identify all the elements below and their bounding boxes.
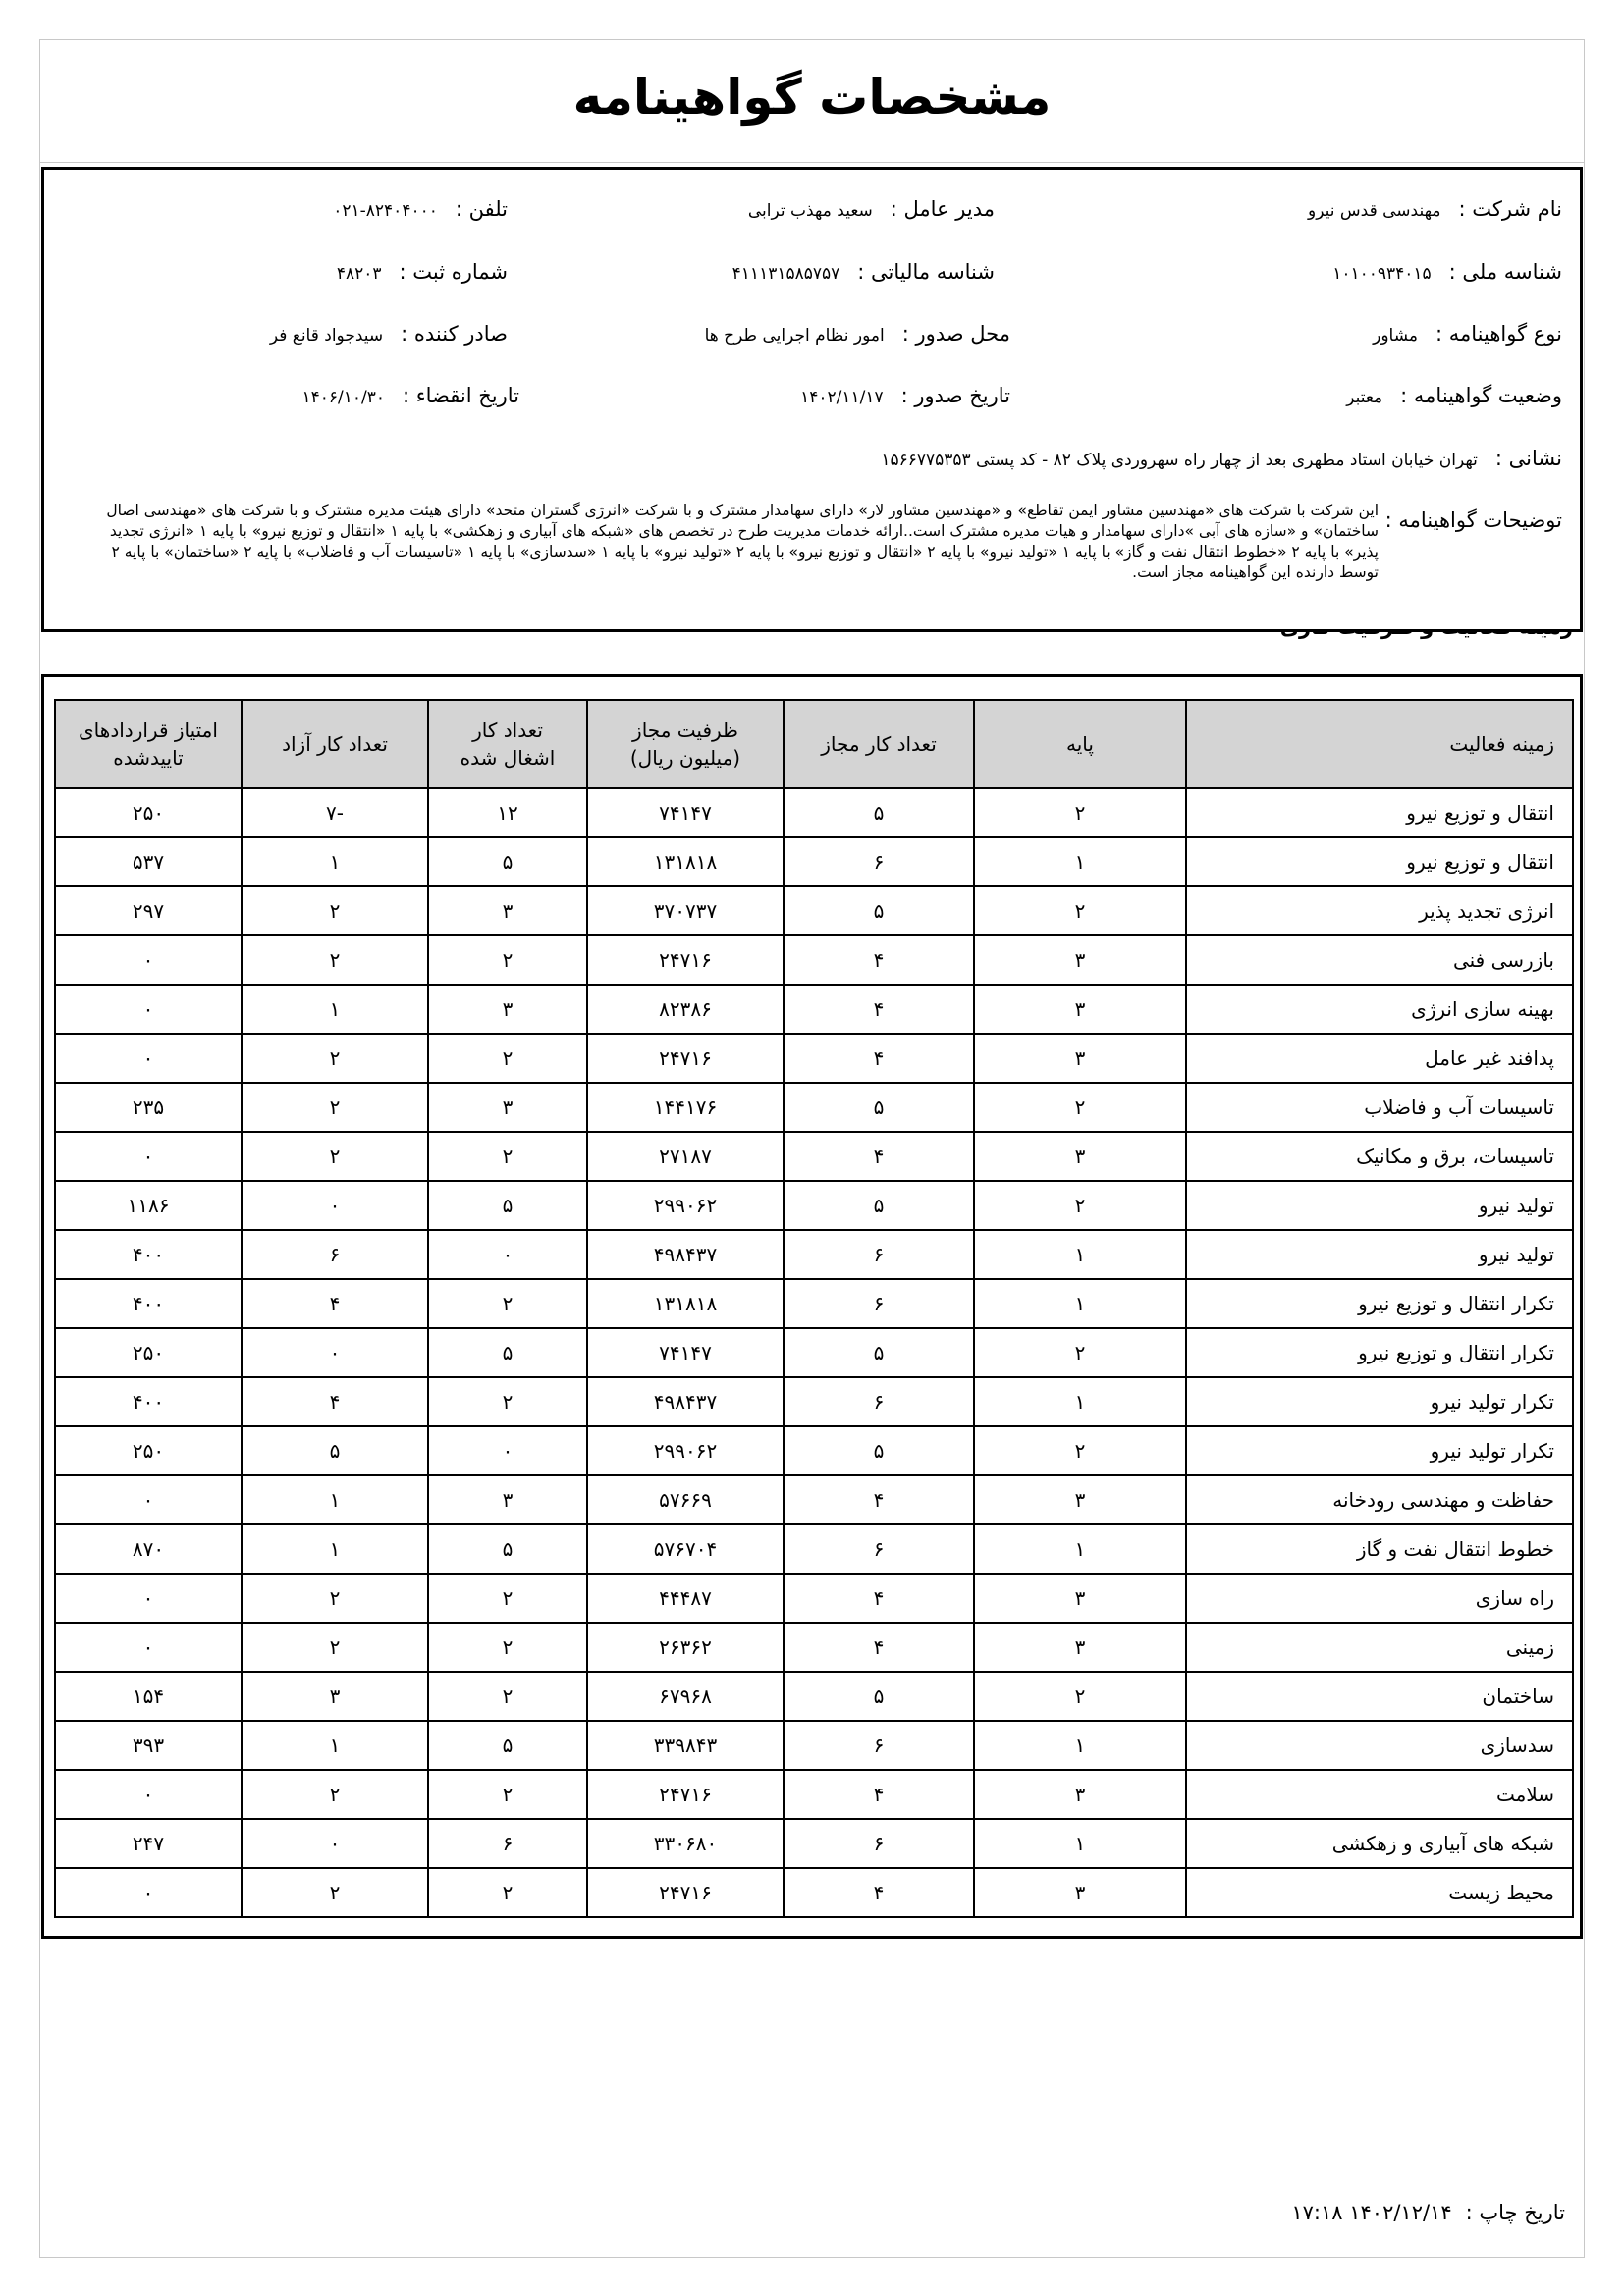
table-row: [55, 1819, 1573, 1868]
table-cell: ۴: [784, 1868, 974, 1917]
table-body: [55, 788, 1573, 1917]
table-cell: ۵: [242, 1426, 428, 1475]
table-row: [55, 1623, 1573, 1672]
table-cell: ۱۱۸۶: [55, 1181, 242, 1230]
table-cell: ۷۴۱۴۷: [587, 1328, 784, 1377]
table-cell: ۲: [242, 1574, 428, 1623]
issue-date-value: ۱۴۰۲/۱۱/۱۷: [800, 388, 884, 407]
table-cell: ۰: [55, 1770, 242, 1819]
table-cell: ۳: [974, 1623, 1186, 1672]
issuer-field: [270, 322, 508, 346]
column-header: تعداد کار اشغال شده: [428, 700, 587, 788]
cert-status-field: [1346, 384, 1562, 407]
table-cell: ۲: [428, 1623, 587, 1672]
table-cell: ۱۲: [428, 788, 587, 837]
company-name-field: [1308, 197, 1562, 221]
table-row: [55, 1377, 1573, 1426]
table-cell: پدافند غیر عامل: [1186, 1034, 1573, 1083]
table-cell: ۴۹۸۴۳۷: [587, 1377, 784, 1426]
table-row: [55, 1181, 1573, 1230]
table-cell: ۰: [55, 1574, 242, 1623]
table-cell: ۴: [784, 1623, 974, 1672]
print-date: [1291, 2201, 1565, 2224]
table-cell: ۴: [242, 1377, 428, 1426]
table-cell: زمینی: [1186, 1623, 1573, 1672]
column-header: پایه: [974, 700, 1186, 788]
table-cell: ۱: [242, 1721, 428, 1770]
issuer-value: سیدجواد قانع فر: [269, 326, 384, 346]
issuer-label: صادر کننده :: [401, 322, 508, 346]
table-cell: ۰: [55, 1132, 242, 1181]
phone-field: [333, 197, 508, 221]
table-row: [55, 1279, 1573, 1328]
table-row: [55, 935, 1573, 985]
reg-no-field: [337, 260, 508, 284]
company-info-box: [41, 167, 1583, 632]
table-cell: ۲: [242, 1623, 428, 1672]
table-row: [55, 1475, 1573, 1524]
phone-value: ۰۲۱-۸۲۴۰۴۰۰۰: [333, 201, 438, 221]
table-cell: ۱: [242, 837, 428, 886]
table-row: [55, 1868, 1573, 1917]
table-cell: ۲: [242, 1132, 428, 1181]
table-cell: تکرار تولید نیرو: [1186, 1426, 1573, 1475]
table-cell: ۵: [784, 1083, 974, 1132]
table-cell: ۰: [55, 1868, 242, 1917]
table-cell: ۲: [428, 1034, 587, 1083]
table-cell: ۳۷۰۷۳۷: [587, 886, 784, 935]
tax-id-value: ۴۱۱۱۳۱۵۸۵۷۵۷: [731, 264, 840, 284]
table-cell: ۳: [974, 1770, 1186, 1819]
table-cell: ۲۹۷: [55, 886, 242, 935]
tax-id-label: شناسه مالیاتی :: [857, 260, 995, 284]
table-cell: راه سازی: [1186, 1574, 1573, 1623]
table-cell: ۲: [974, 1328, 1186, 1377]
table-cell: ۳: [974, 1475, 1186, 1524]
table-cell: ۰: [55, 1623, 242, 1672]
company-name-label: نام شرکت :: [1458, 197, 1562, 221]
table-cell: ۲۷۱۸۷: [587, 1132, 784, 1181]
table-cell: ۲: [242, 1770, 428, 1819]
page-title: مشخصات گواهینامه: [572, 69, 1052, 126]
table-cell: تولید نیرو: [1186, 1181, 1573, 1230]
table-cell: ۵: [784, 1181, 974, 1230]
capacity-table-box: [41, 674, 1583, 1939]
reg-no-value: ۴۸۲۰۳: [336, 264, 382, 284]
table-cell: ۱: [974, 837, 1186, 886]
table-cell: خطوط انتقال نفت و گاز: [1186, 1524, 1573, 1574]
table-header-row: [55, 700, 1573, 788]
table-cell: ۱۵۴: [55, 1672, 242, 1721]
table-cell: ۲: [974, 788, 1186, 837]
table-cell: ۲: [242, 886, 428, 935]
table-cell: ۱: [242, 1524, 428, 1574]
table-cell: ۲: [974, 1083, 1186, 1132]
table-cell: ۰: [55, 935, 242, 985]
cert-status-label: وضعیت گواهینامه :: [1400, 384, 1562, 407]
table-cell: ۲۴۷: [55, 1819, 242, 1868]
table-cell: ۱۴۴۱۷۶: [587, 1083, 784, 1132]
table-cell: ۴: [784, 1475, 974, 1524]
cert-type-field: [1373, 322, 1562, 346]
table-cell: ۰: [242, 1328, 428, 1377]
table-row: [55, 886, 1573, 935]
table-cell: ۸۲۳۸۶: [587, 985, 784, 1034]
table-cell: ۵: [784, 1426, 974, 1475]
table-cell: انرژی تجدید پذیر: [1186, 886, 1573, 935]
table-cell: شبکه های آبیاری و زهکشی: [1186, 1819, 1573, 1868]
table-cell: ۴۹۸۴۳۷: [587, 1230, 784, 1279]
table-cell: ۵: [428, 1721, 587, 1770]
table-cell: ۱: [974, 1279, 1186, 1328]
table-cell: ۲۶۳۶۲: [587, 1623, 784, 1672]
address-label: نشانی :: [1494, 447, 1562, 470]
table-cell: ۲۴۷۱۶: [587, 1770, 784, 1819]
table-cell: ۲: [428, 1770, 587, 1819]
table-row: [55, 1770, 1573, 1819]
table-cell: ۲۹۹۰۶۲: [587, 1426, 784, 1475]
table-cell: ۴: [242, 1279, 428, 1328]
table-row: [55, 788, 1573, 837]
table-row: [55, 1328, 1573, 1377]
table-cell: ۲۵۰: [55, 1426, 242, 1475]
issue-date-field: [800, 384, 1010, 407]
table-cell: ۳۳۰۶۸۰: [587, 1819, 784, 1868]
phone-label: تلفن :: [455, 197, 508, 221]
table-cell: ۵: [428, 1181, 587, 1230]
table-cell: ۲: [974, 1672, 1186, 1721]
table-cell: ۲۳۵: [55, 1083, 242, 1132]
column-header: زمینه فعالیت: [1186, 700, 1573, 788]
table-cell: ۲۴۷۱۶: [587, 1034, 784, 1083]
table-cell: انتقال و توزیع نیرو: [1186, 837, 1573, 886]
table-cell: ۶: [784, 1721, 974, 1770]
table-cell: ۳: [242, 1672, 428, 1721]
table-row: [55, 1574, 1573, 1623]
table-cell: ۶۷۹۶۸: [587, 1672, 784, 1721]
table-cell: تکرار تولید نیرو: [1186, 1377, 1573, 1426]
expire-date-value: ۱۴۰۶/۱۰/۳۰: [301, 388, 385, 407]
table-cell: ۲: [428, 1132, 587, 1181]
column-header: تعداد کار مجاز: [784, 700, 974, 788]
table-cell: ۸۷۰: [55, 1524, 242, 1574]
print-date-value: ۱۴۰۲/۱۲/۱۴ ۱۷:۱۸: [1291, 2201, 1452, 2224]
table-cell: ۳۹۳: [55, 1721, 242, 1770]
table-cell: ۵: [428, 1328, 587, 1377]
table-row: [55, 1426, 1573, 1475]
table-cell: ۲: [242, 1868, 428, 1917]
ceo-label: مدیر عامل :: [890, 197, 995, 221]
table-cell: ۲۴۷۱۶: [587, 1868, 784, 1917]
table-cell: تاسیسات، برق و مکانیک: [1186, 1132, 1573, 1181]
table-cell: ۲: [974, 886, 1186, 935]
issue-date-label: تاریخ صدور :: [900, 384, 1010, 407]
table-cell: ۰: [55, 985, 242, 1034]
table-cell: ۲۵۰: [55, 788, 242, 837]
table-row: [55, 1132, 1573, 1181]
table-row: [55, 837, 1573, 886]
description-text: این شرکت با شرکت های «مهندسین مشاور ایمن تقاطع» و «مهندسین مشاور لار» دارای سهامدار مشترک و با شرکت «انرژی گستران متحد» دارای هیئت مدیره مشترک و با شرکت های «مهندسی اصال ساختمان» و «سازه های آبی »دارای سهامدار و هیات مدیره مشترک است..ارائه خدمات مدیریت طرح در تخصص های «شبکه های آبیاری و زهکشی» با پایه ۱ «انتقال و توزیع نیرو» با پایه ۱ «انرژی تجدید پذیر» با پایه ۲ «خطوط انتقال نفت و گاز» با پایه ۱ «تولید نیرو» با پایه ۲ «انتقال و توزیع نیرو» با پایه ۲ «تولید نیرو» با پایه ۱ «سدسازی» با پایه ۱ «تاسیسات آب و فاضلاب» با پایه ۲ «ساختمان» با پایه ۲ توسط دارنده این گواهینامه مجاز است.: [106, 502, 1379, 581]
table-cell: ۶: [242, 1230, 428, 1279]
ceo-field: [748, 197, 995, 221]
table-cell: ۱: [242, 985, 428, 1034]
table-cell: ۰: [242, 1181, 428, 1230]
table-cell: ۳: [428, 886, 587, 935]
table-cell: ۶: [784, 1524, 974, 1574]
table-cell: ۱۳۱۸۱۸: [587, 1279, 784, 1328]
cert-type-value: مشاور: [1373, 326, 1419, 346]
table-cell: ۲: [428, 1377, 587, 1426]
table-cell: ۲۹۹۰۶۲: [587, 1181, 784, 1230]
table-cell: ۴: [784, 1574, 974, 1623]
national-id-label: شناسه ملی :: [1448, 260, 1562, 284]
issue-place-label: محل صدور :: [901, 322, 1010, 346]
table-cell: ۴۴۴۸۷: [587, 1574, 784, 1623]
table-cell: -۷: [242, 788, 428, 837]
column-header: ظرفیت مجاز (میلیون ریال): [587, 700, 784, 788]
table-row: [55, 1672, 1573, 1721]
table-cell: تکرار انتقال و توزیع نیرو: [1186, 1328, 1573, 1377]
table-row: [55, 1230, 1573, 1279]
table-cell: ۵: [784, 788, 974, 837]
print-date-label: تاریخ چاپ :: [1465, 2201, 1565, 2224]
table-cell: ۰: [428, 1230, 587, 1279]
table-cell: ۲: [974, 1181, 1186, 1230]
table-cell: ۴۰۰: [55, 1230, 242, 1279]
table-cell: ۲۵۰: [55, 1328, 242, 1377]
table-cell: انتقال و توزیع نیرو: [1186, 788, 1573, 837]
table-cell: سدسازی: [1186, 1721, 1573, 1770]
address-field: [881, 447, 1562, 470]
table-cell: ۴۰۰: [55, 1279, 242, 1328]
table-cell: ۵۷۶۷۰۴: [587, 1524, 784, 1574]
national-id-field: [1332, 260, 1562, 284]
description-label: توضیحات گواهینامه :: [1384, 508, 1562, 532]
address-value: تهران خیابان استاد مطهری بعد از چهار راه سهروردی پلاک ۸۲ - کد پستی ۱۵۶۶۷۷۵۳۵۳: [881, 451, 1478, 470]
table-cell: ۳: [428, 1083, 587, 1132]
expire-date-field: [301, 384, 519, 407]
table-cell: ۵: [428, 837, 587, 886]
table-cell: بازرسی فنی: [1186, 935, 1573, 985]
table-cell: تکرار انتقال و توزیع نیرو: [1186, 1279, 1573, 1328]
table-cell: ۳: [974, 985, 1186, 1034]
table-cell: ۴: [784, 985, 974, 1034]
table-cell: ۶: [784, 1279, 974, 1328]
table-cell: ۳: [974, 1132, 1186, 1181]
table-row: [55, 985, 1573, 1034]
table-cell: ۳: [974, 935, 1186, 985]
table-cell: ۲: [428, 1279, 587, 1328]
table-row: [55, 1083, 1573, 1132]
column-header: تعداد کار آزاد: [242, 700, 428, 788]
table-cell: ۱: [974, 1819, 1186, 1868]
table-cell: حفاظت و مهندسی رودخانه: [1186, 1475, 1573, 1524]
table-cell: ۱: [974, 1524, 1186, 1574]
table-cell: ۵: [784, 886, 974, 935]
table-cell: ۰: [55, 1034, 242, 1083]
table-cell: ۲: [242, 935, 428, 985]
table-cell: ۰: [242, 1819, 428, 1868]
table-cell: ۰: [428, 1426, 587, 1475]
table-cell: ۳: [974, 1868, 1186, 1917]
table-cell: ۲: [242, 1083, 428, 1132]
table-row: [55, 1034, 1573, 1083]
table-cell: ۲۴۷۱۶: [587, 935, 784, 985]
table-cell: ۰: [55, 1475, 242, 1524]
table-row: [55, 1524, 1573, 1574]
table-cell: ۶: [784, 1230, 974, 1279]
table-cell: ۱: [974, 1377, 1186, 1426]
tax-id-field: [732, 260, 995, 284]
company-name-value: مهندسی قدس نیرو: [1308, 201, 1441, 221]
table-cell: ۲: [974, 1426, 1186, 1475]
table-cell: ۲: [242, 1034, 428, 1083]
table-cell: ۴: [784, 1770, 974, 1819]
table-cell: ۶: [784, 1819, 974, 1868]
cert-status-value: معتبر: [1346, 388, 1383, 407]
table-cell: ۲: [428, 1868, 587, 1917]
reg-no-label: شماره ثبت :: [399, 260, 508, 284]
table-cell: ۱: [974, 1230, 1186, 1279]
table-cell: ۳۳۹۸۴۳: [587, 1721, 784, 1770]
column-header: امتیاز قراردادهای تاییدشده: [55, 700, 242, 788]
table-cell: ۵: [784, 1672, 974, 1721]
table-cell: ۴: [784, 1034, 974, 1083]
expire-date-label: تاریخ انقضاء :: [403, 384, 519, 407]
issue-place-field: [705, 322, 1010, 346]
table-cell: ۲: [428, 935, 587, 985]
cert-type-label: نوع گواهینامه :: [1435, 322, 1562, 346]
table-cell: ۲: [428, 1574, 587, 1623]
table-cell: ۶: [428, 1819, 587, 1868]
table-cell: ۱: [974, 1721, 1186, 1770]
table-cell: تاسیسات آب و فاضلاب: [1186, 1083, 1573, 1132]
table-cell: ۱۳۱۸۱۸: [587, 837, 784, 886]
table-cell: ساختمان: [1186, 1672, 1573, 1721]
table-cell: ۳: [428, 1475, 587, 1524]
table-cell: محیط زیست: [1186, 1868, 1573, 1917]
table-cell: ۴: [784, 935, 974, 985]
table-cell: ۱: [242, 1475, 428, 1524]
ceo-value: سعید مهذب ترابی: [747, 201, 873, 221]
table-cell: ۲: [428, 1672, 587, 1721]
table-cell: ۴: [784, 1132, 974, 1181]
table-cell: ۴۰۰: [55, 1377, 242, 1426]
table-cell: ۶: [784, 1377, 974, 1426]
table-cell: ۶: [784, 837, 974, 886]
table-row: [55, 1721, 1573, 1770]
table-cell: ۳: [428, 985, 587, 1034]
table-cell: سلامت: [1186, 1770, 1573, 1819]
table-cell: بهینه سازی انرژی: [1186, 985, 1573, 1034]
table-cell: تولید نیرو: [1186, 1230, 1573, 1279]
national-id-value: ۱۰۱۰۰۹۳۴۰۱۵: [1332, 264, 1432, 284]
issue-place-value: امور نظام اجرایی طرح ها: [704, 326, 885, 346]
table-cell: ۵۳۷: [55, 837, 242, 886]
table-cell: ۵: [428, 1524, 587, 1574]
table-cell: ۳: [974, 1574, 1186, 1623]
table-cell: ۷۴۱۴۷: [587, 788, 784, 837]
table-cell: ۳: [974, 1034, 1186, 1083]
table-cell: ۵۷۶۶۹: [587, 1475, 784, 1524]
title-divider: [39, 162, 1585, 163]
capacity-table: [54, 699, 1574, 1918]
table-cell: ۵: [784, 1328, 974, 1377]
